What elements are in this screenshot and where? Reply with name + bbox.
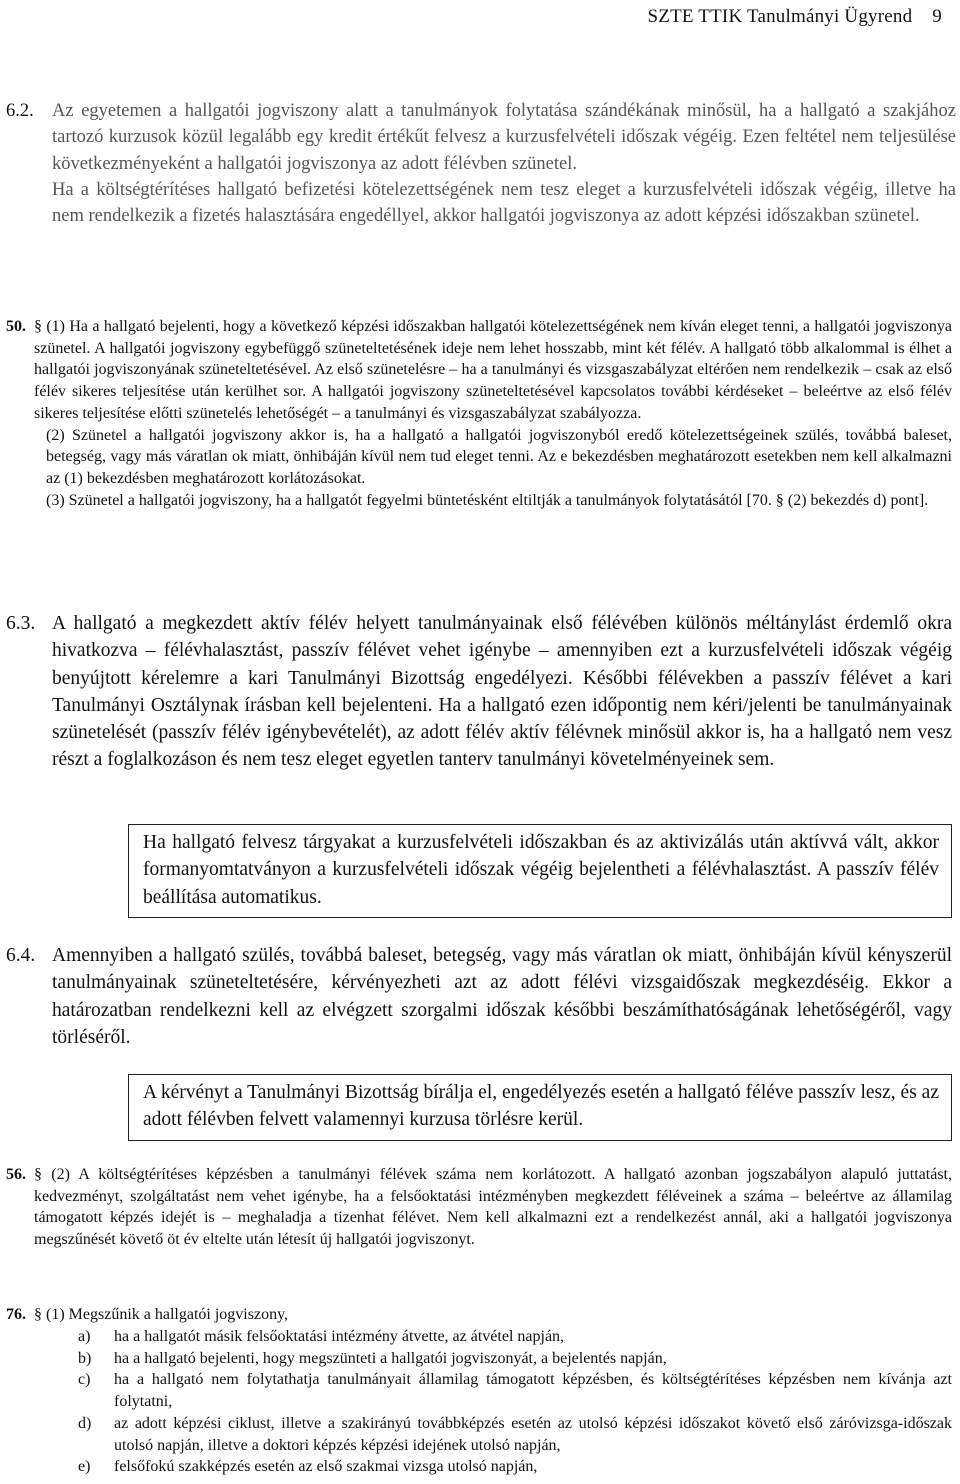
section-6-2 (6, 98, 956, 229)
law-text: § (1) Megszűnik a hallgatói jogviszony, (34, 1306, 289, 1323)
section-paragraph: Az egyetemen a hallgatói jogviszony alatt a tanulmányok folytatása szándékának minősül, ha a hallgató a szakjához tartozó kurzusok közül legalább egy kredit értékűt felvesz a kurzusfelvételi időszak végéig. Ezen feltétel nem teljesülése következményeként a hallgatói jogviszonya az adott félévben szünetel. (52, 101, 956, 174)
section-paragraph: Amennyiben a hallgató szülés, továbbá baleset, betegség, vagy más váratlan ok miatt, önhibáján kívül kényszerül tanulmányainak szüneteltetésére, kérvényezheti azt az adott félévi vizsgaidőszak megkezdéséig. Ekkor a határozatban rendelkezni kell az elvégzett szorgalmi időszak későbbi beszámíthatóságának lehetőségéről, vagy törléséről. (52, 945, 952, 1048)
list-item (78, 1326, 952, 1348)
list-item (78, 1456, 952, 1478)
page-number: 9 (932, 6, 942, 27)
note-box (128, 824, 952, 918)
list-item (78, 1413, 952, 1456)
section-6-4 (6, 942, 952, 1051)
section-paragraph: Ha a költségtérítéses hallgató befizetési kötelezettségének nem tesz eleget a kurzusfelvételi időszak végéig, illetve ha nem rendelkezik a fizetés halasztására engedéllyel, akkor hallgatói jogviszonya az adott képzési időszakban szünetel. (52, 179, 956, 227)
list-item (78, 1369, 952, 1412)
note-text: A kérvényt a Tanulmányi Bizottság bírálja el, engedélyezés esetén a hallgató féléve passzív lesz, és az adott félévben felvett valamennyi kurzusa törlésre kerül. (143, 1082, 939, 1131)
list-text: az adott képzési ciklust, illetve a szakirányú továbbképzés esetén az utolsó képzési időszakot követő első záróvizsga-időszak utolsó napján, illetve a doktori képzés képzési idejének utolsó napján, (114, 1414, 952, 1454)
law-text: (3) Szünetel a hallgatói jogviszony, ha a hallgatót fegyelmi büntetésként eltiltják a tanulmányok folytatásától [70. § (2) bekezdés d) pont]. (46, 491, 929, 509)
list-text: ha a hallgatót másik felsőoktatási intézmény átvette, az átvétel napján, (114, 1328, 565, 1345)
list-label: e) (78, 1458, 91, 1476)
section-number: 6.4. (6, 945, 36, 966)
list-item (78, 1348, 952, 1370)
list-label: b) (78, 1349, 92, 1367)
list-text: ha a hallgató nem folytathatja tanulmányait államilag támogatott képzésben, és költségtérítéses képzésben nem kívánja azt folytatni, (114, 1371, 952, 1411)
header-title: SZTE TTIK Tanulmányi Ügyrend (647, 6, 913, 27)
list-text: ha a hallgató bejelenti, hogy megszünteti a hallgatói jogviszonyát, a bejelentés napján, (114, 1349, 667, 1367)
law-text: § (1) Ha a hallgató bejelenti, hogy a következő képzési időszakban hallgatói kötelezettségének nem kíván eleget tenni, a hallgatói jogviszonya szünetel. A hallgatói jogviszony egybefüggő szüneteltetésének ideje nem lehet hosszabb, mint két félév. A hallgató több alkalommal is élhet a hallgatói jogviszonyának szüneteltetésével. Az első szünetelésre – ha a tanulmányi és vizsgaszabályzat eltérően nem rendelkezik – csak az első félév sikeres teljesítése után kerülhet sor. A hallgatói jogviszony szüneteltetésével kapcsolatos további kérdéseket – beleértve az első félév sikeres teljesítése előtti szünetelés lehetőségét – a tanulmányi és vizsgaszabályzat szabályozza. (34, 318, 952, 422)
list-label: d) (78, 1414, 92, 1432)
section-paragraph: A hallgató a megkezdett aktív félév helyett tanulmányainak első félévében különös méltánylást érdemlő okra hivatkozva – félévhalasztást, passzív félévet vehet igénybe – amennyiben ezt a kurzusfelvételi időszak végéig benyújtott kérelemre a kari Tanulmányi Bizottság engedélyezi. Későbbi félévekben a passzív félévet a kari Tanulmányi Osztálynak írásban kell bejelenteni. Ha a hallgató ezen időpontig nem kéri/jelenti be tanulmányainak szünetelését (passzív félév igénybevételét), az adott félév aktív félévnek minősül akkor is, ha a hallgató nem vesz részt a foglalkozáson és nem tesz eleget egyetlen tanterv tanulmányi követelményeinek sem. (52, 613, 952, 771)
list-text: felsőfokú szakképzés esetén az első szakmai vizsga utolsó napján, (114, 1458, 538, 1476)
list-label: c) (78, 1371, 91, 1389)
paragraph-number: 50. (6, 318, 26, 335)
section-number: 6.2. (6, 101, 34, 121)
note-text: Ha hallgató felvesz tárgyakat a kurzusfelvételi időszakban és az aktivizálás után aktívvá vált, akkor formanyomtatványon a kurzusfelvételi időszak végéig bejelentheti a félévhalasztást. A passzív félév beállítása automatikus. (143, 832, 939, 908)
section-6-3 (6, 610, 952, 774)
law-paragraph-76 (6, 1304, 952, 1326)
section-number: 6.3. (6, 613, 36, 634)
law-paragraph-56 (6, 1164, 952, 1251)
list-label: a) (78, 1328, 91, 1345)
paragraph-number: 76. (6, 1306, 26, 1323)
note-box (128, 1074, 952, 1141)
conditions-list (78, 1326, 952, 1478)
law-paragraph-50 (6, 316, 952, 511)
law-text: § (2) A költségtérítéses képzésben a tanulmányi félévek száma nem korlátozott. A hallgató azonban jogszabályon alapuló juttatást, kedvezményt, szolgáltatást nem vehet igénybe, ha a felsőoktatási intézményben megkezdett féléveinek a száma – beleértve az államilag támogatott képzés idejét is – meghaladja a tizenhat félévet. Nem kell alkalmazni ezt a rendelkezést annál, aki a hallgatói jogviszonya megszűnését követő öt év eltelte után létesít új hallgatói jogviszonyt. (34, 1166, 952, 1249)
page-header (648, 6, 942, 28)
paragraph-number: 56. (6, 1166, 26, 1183)
law-text: (2) Szünetel a hallgatói jogviszony akkor is, ha a hallgató a hallgatói jogviszonyból eredő kötelezettségeinek szülés, továbbá baleset, betegség, vagy más váratlan ok miatt, önhibáján kívül nem tud eleget tenni. Az e bekezdésben meghatározott esetekben nem kell alkalmazni az (1) bekezdésben meghatározott korlátozásokat. (46, 426, 952, 487)
